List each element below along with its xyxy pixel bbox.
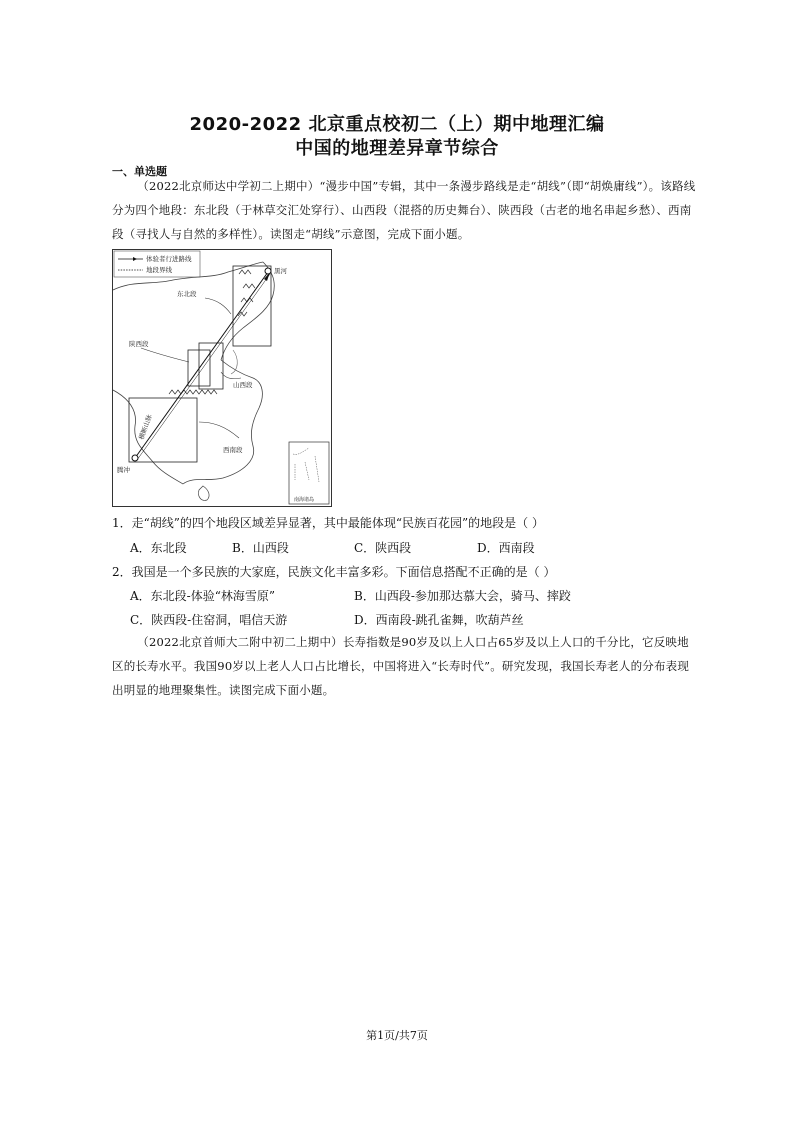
question-2-option-a: A．东北段-体验“林海雪原” [130,589,275,603]
map-figure [113,250,331,506]
label-inset: 南海诸岛 [294,497,315,503]
heihe-point [265,268,271,274]
question-1-stem: 1．走“胡线”的四个地段区域差异显著，其中最能体现“民族百花园”的地段是（ ） [112,516,544,530]
label-heihe: 黑河 [274,267,287,275]
question-2-option-c: C．陕西段-住窑洞，唱信天游 [130,613,288,627]
document-title: 2020-2022 北京重点校初二（上）期中地理汇编 [189,114,605,135]
shanxi-callout [221,372,241,379]
question-1-option-a: A．东北段 [130,541,187,555]
hu-line-route-shadow [137,274,270,460]
question-1-option-c: C．陕西段 [354,541,412,555]
question-1-option-d: D．西南段 [477,541,535,555]
legend-route-label: 体验者行进路线 [146,255,192,263]
hu-line-map [112,249,332,507]
document-subtitle: 中国的地理差异章节综合 [295,138,499,159]
page-footer: 第1页/共7页 [366,1029,428,1042]
label-shanxi: 山西段 [233,381,253,389]
label-southwest: 西南段 [223,446,243,454]
northeast-callout [205,298,231,314]
hainan-island [198,486,209,500]
southwest-callout [199,422,239,438]
question-2-option-d: D．西南段-跳孔雀舞，吹葫芦丝 [354,613,524,627]
question-2-option-b: B．山西段-参加那达慕大会，骑马、摔跤 [354,589,571,603]
label-northeast: 东北段 [177,290,197,298]
question-2-stem: 2．我国是一个多民族的大家庭，民族文化丰富多彩。下面信息搭配不正确的是（ ） [112,565,556,579]
section-heading: 一、单选题 [112,165,167,178]
passage-1: （2022北京师达中学初二上期中）“漫步中国”专辑，其中一条漫步路线是走“胡线”（即“胡焕庸线”）。该路线分为四个地段：东北段（于林草交汇处穿行）、山西段（混搭的历史舞台）、陕西段（古老的地名串起乡愁）、西南段（寻找人与自然的多样性）。读图走“胡线”示意图，完成下面小题。 [112,179,696,241]
tengchong-point [132,455,138,461]
shaanxi-callout [141,348,189,362]
passage-2: （2022北京首师大二附中初二上期中）长寿指数是90岁及以上人口占65岁及以上人口的千分比，它反映地区的长寿水平。我国90岁以上老人人口占比增长，中国将进入“长寿时代”。研究发现，我国长寿老人的分布表现出明显的地理聚集性。读图完成下面小题。 [112,635,690,697]
label-tengchong: 腾冲 [117,466,130,474]
legend-boundary-label: 地段界线 [146,266,172,274]
label-shaanxi: 陕西段 [129,340,149,348]
label-hengduan: 横断山脉 [137,413,154,441]
question-1-option-b: B．山西段 [232,541,289,555]
mountain-symbols-central [169,390,217,394]
hu-line-route [135,272,268,458]
